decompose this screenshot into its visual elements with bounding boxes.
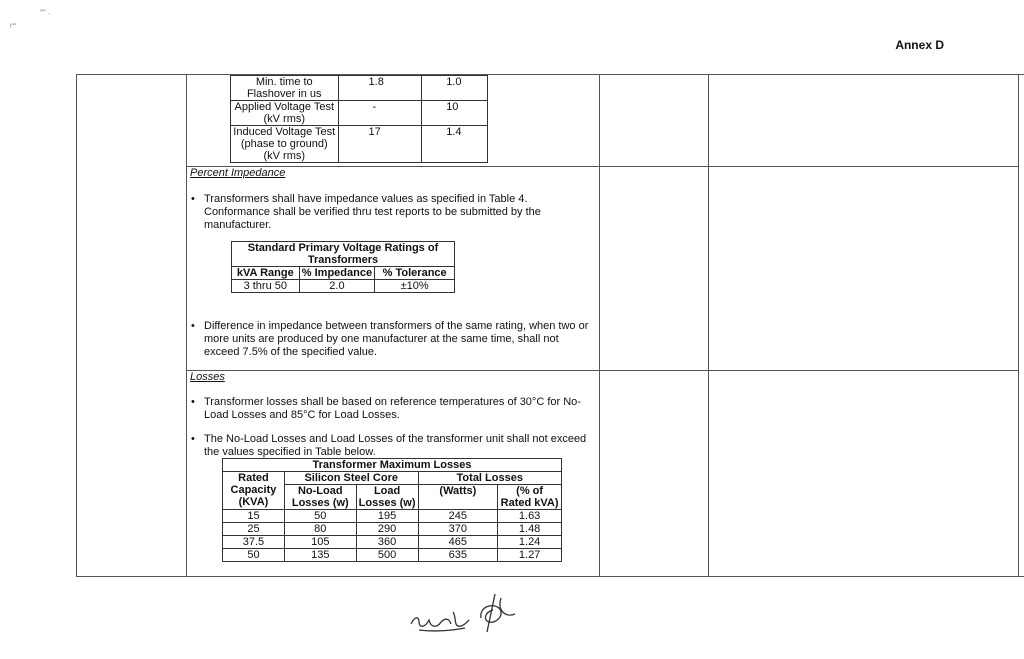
section-title: Losses <box>190 371 225 383</box>
table-caption: Standard Primary Voltage Ratings of Transformers <box>232 242 455 267</box>
table-row <box>223 472 562 485</box>
bullet-text: Difference in impedance between transformers of the same rating, when two or more units are produced by one manufacturer at the same time, shall not exceed 7.5% of the specified value. <box>204 320 589 358</box>
table-caption: Transformer Maximum Losses <box>223 459 562 472</box>
table-cell: 17 <box>338 126 422 163</box>
frame-top <box>76 74 1024 75</box>
table-cell: 500 <box>356 549 418 562</box>
annex-label: Annex D <box>895 38 944 52</box>
table-cell: 15 <box>223 510 285 523</box>
table-row <box>232 242 455 267</box>
table-cell: 195 <box>356 510 418 523</box>
table-cell: 1.63 <box>498 510 562 523</box>
scan-mark: !"" <box>10 24 16 30</box>
table-row <box>223 523 562 536</box>
bullet-text: Transformer losses shall be based on reference temperatures of 30°C for No-Load Losses and 85°C for Load Losses. <box>204 396 581 421</box>
col-divider <box>186 74 187 577</box>
table-row <box>231 76 488 101</box>
table-cell: 245 <box>418 510 498 523</box>
bullet-icon: • <box>191 320 195 332</box>
table-cell: 1.0 <box>422 76 488 101</box>
list-item <box>191 433 596 459</box>
table-cell: - <box>338 101 422 126</box>
column-header: (Watts) <box>418 485 498 510</box>
column-header: Load Losses (w) <box>356 485 418 510</box>
column-header: Total Losses <box>418 472 561 485</box>
table-cell: 50 <box>284 510 356 523</box>
table-cell: 360 <box>356 536 418 549</box>
col-divider <box>1018 74 1019 577</box>
table-row <box>223 536 562 549</box>
table-cell: 10 <box>422 101 488 126</box>
signature-initials <box>405 588 525 638</box>
table-cell: 50 <box>223 549 285 562</box>
row-divider <box>186 166 1018 167</box>
table-cell: 1.48 <box>498 523 562 536</box>
column-header: Rated Capacity (KVA) <box>223 472 285 510</box>
table-cell: 105 <box>284 536 356 549</box>
table-cell: 37.5 <box>223 536 285 549</box>
table-cell: Applied Voltage Test (kV rms) <box>231 101 339 126</box>
column-header: % Tolerance <box>375 267 455 280</box>
col-divider <box>708 74 709 577</box>
column-header: Silicon Steel Core <box>284 472 418 485</box>
table-cell: 2.0 <box>299 280 375 293</box>
losses-table <box>222 458 562 562</box>
table-row <box>231 126 488 163</box>
column-header: (% of Rated kVA) <box>498 485 562 510</box>
column-header: kVA Range <box>232 267 300 280</box>
section-title: Percent Impedance <box>190 167 286 179</box>
row-divider <box>186 370 1018 371</box>
column-header: % Impedance <box>299 267 375 280</box>
table-cell: ±10% <box>375 280 455 293</box>
table-row <box>232 267 455 280</box>
list-item <box>191 396 596 422</box>
table-cell: 1.24 <box>498 536 562 549</box>
bullet-icon: • <box>191 396 195 408</box>
list-item <box>191 193 596 232</box>
table-cell: 135 <box>284 549 356 562</box>
table-cell: 25 <box>223 523 285 536</box>
table-row <box>223 510 562 523</box>
table-cell: 3 thru 50 <box>232 280 300 293</box>
table-cell: 1.8 <box>338 76 422 101</box>
table-cell: 465 <box>418 536 498 549</box>
table-cell: Induced Voltage Test (phase to ground) (kV rms) <box>231 126 339 163</box>
table-cell: 370 <box>418 523 498 536</box>
list-item <box>191 320 596 359</box>
table-cell: 290 <box>356 523 418 536</box>
table-cell: 1.27 <box>498 549 562 562</box>
scan-mark: °"' . <box>40 10 50 16</box>
col-divider <box>599 74 600 577</box>
table-cell: 80 <box>284 523 356 536</box>
bullet-text: Transformers shall have impedance values as specified in Table 4. Conformance shall be verified thru test reports to be submitted by the manufacturer. <box>204 193 541 231</box>
table-cell: 635 <box>418 549 498 562</box>
bullet-icon: • <box>191 193 195 205</box>
table-cell: Min. time to Flashover in us <box>231 76 339 101</box>
frame-left <box>76 74 77 577</box>
bullet-icon: • <box>191 433 195 445</box>
table-row <box>232 280 455 293</box>
table-cell: 1.4 <box>422 126 488 163</box>
column-header: No-Load Losses (w) <box>284 485 356 510</box>
bullet-text: The No-Load Losses and Load Losses of the transformer unit shall not exceed the values specified in Table below. <box>204 433 587 458</box>
ratings-table <box>230 75 488 163</box>
table-row <box>223 459 562 472</box>
table-row <box>231 101 488 126</box>
table-row <box>223 549 562 562</box>
frame-bottom <box>76 576 1024 577</box>
impedance-table <box>231 241 455 293</box>
